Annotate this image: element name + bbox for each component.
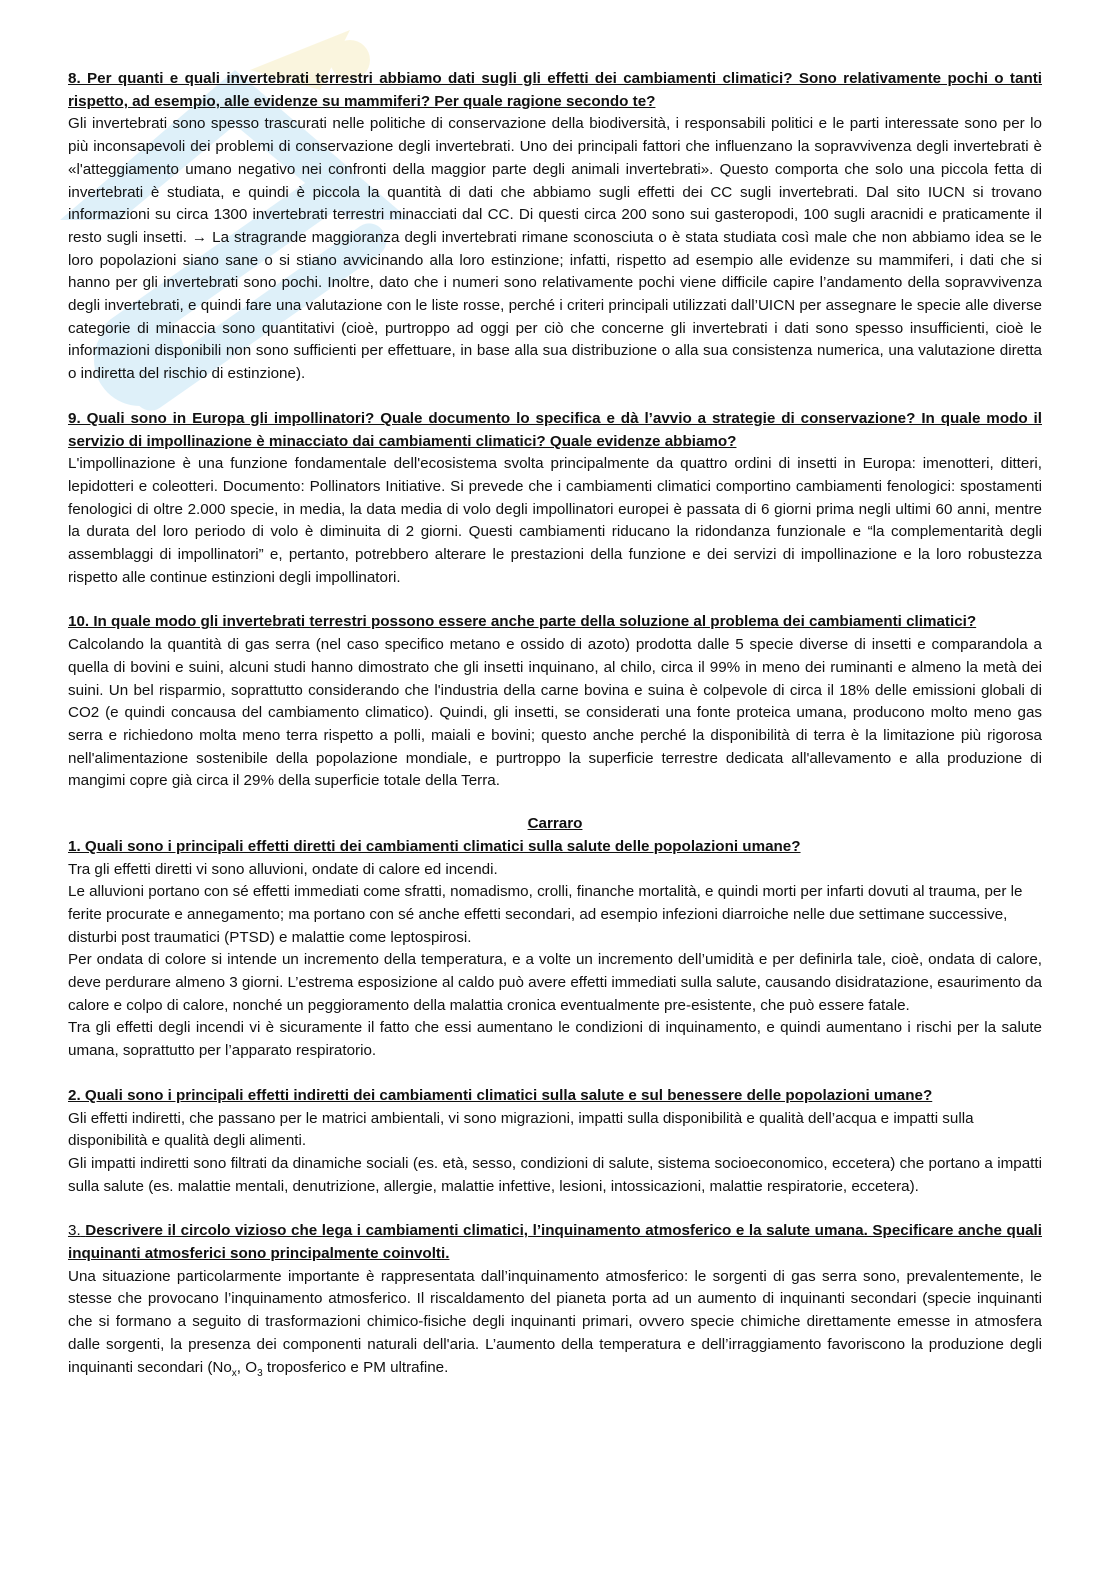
question-9-section — [68, 408, 1042, 590]
carraro-question-3-text: Descrivere il circolo vizioso che lega i cambiamenti climatici, l’inquinamento atmosferico e la salute umana. Specificare anche quali inquinanti atmosferici sono principalmente coinvolti. — [68, 1222, 1042, 1263]
carraro-question-1-paragraph-4: Tra gli effetti degli incendi vi è sicuramente il fatto che essi aumentano le condizioni di inquinamento, e quindi aumentano i rischi per la salute umana, soprattutto per l’apparato respiratorio. — [68, 1019, 1042, 1060]
carraro-question-3-answer-mid: , O — [236, 1358, 258, 1376]
carraro-question-3-answer-main: Una situazione particolarmente importante è rappresentata dall’inquinamento atmosferico: le sorgenti di gas serra sono, prevalentemente, le stesse che provocano l’inquinamento atmosferico. Il riscaldamento del pianeta porta ad un aumento di inquinanti secondari (specie inquinanti che si formano a seguito di trasformazioni chimico-fisiche degli inquinanti primari, ovvero specie chimiche direttamente emesse in atmosfera dalle sorgenti, la presenza dei componenti naturali dell'aria. L’aumento della temperatura e dell’irraggiamento favoriscono la produzione degli inquinanti secondari (No — [68, 1267, 1042, 1376]
question-8-answer: Gli invertebrati sono spesso trascurati nelle politiche di conservazione della biodiversità, i responsabili politici e le parti interessate sono per lo più inconsapevoli dei problemi di conservazione degli invertebrati. Uno dei principali fattori che influenzano la sopravvivenza degli invertebrati è «l'atteggiamento umano negativo nei confronti della maggior parte degli animali invertebrati». Questo comporta che solo una piccola fetta di invertebrati è studiata, e quindi è piccola la quantità di dati che abbiamo sugli effetti dei CC sugli invertebrati. Dal sito IUCN si trovano informazioni su circa 1300 invertebrati terrestri minacciati dal CC. Di questi circa 200 sono sui gasteropodi, 100 sugli aracnidi e praticamente il resto sugli insetti. → La stragrande maggioranza degli invertebrati rimane sconosciuta o è stata studiata così male che non abbiamo idea se le loro popolazioni siano sane o si stiano avvicinando alla loro estinzione; infatti, rispetto ad esempio alle evidenze su mammiferi, i dati che si hanno per gli invertebrati sono pochi. Inoltre, dato che i numeri sono relativamente pochi viene difficile capire l’andamento della sopravvivenza degli invertebrati, e quindi fare una valutazione con le liste rosse, perché i criteri principali utilizzati dall’UICN per assegnare le specie alle diverse categorie di minaccia sono quantitativi (cioè, purtroppo ad oggi per ciò che concerne gli invertebrati i dati sono spesso insufficienti, cioè le informazioni disponibili non sono sufficienti per effettuare, in base alla sua distribuzione o alla sua consistenza numerica, una valutazione diretta o indiretta del rischio di estinzione). — [68, 115, 1042, 383]
carraro-question-2-paragraph-1: Gli effetti indiretti, che passano per le matrici ambientali, vi sono migrazioni, impatti sulla disponibilità e qualità dell’acqua e impatti sulla disponibilità e qualità degli alimenti. — [68, 1109, 974, 1150]
carraro-question-2-heading: 2. Quali sono i principali effetti indiretti dei cambiamenti climatici sulla salute e sul benessere delle popolazioni umane? — [68, 1086, 933, 1104]
carraro-question-1-section — [68, 836, 1042, 1063]
carraro-question-3-answer-tail: troposferico e PM ultrafine. — [262, 1358, 449, 1376]
carraro-question-1-paragraph-3: Per ondata di colore si intende un incremento della temperatura, e a volte un incremento dell’umidità e per definirla tale, cioè, ondata di calore, deve perdurare almeno 3 giorni. L’estrema esposizione al caldo può avere effetti immediati sulla salute, causando disidratazione, esaurimento da calore e colpo di calore, nonché un peggioramento della malattia cronica eventualmente pre-esistente, che può essere fatale. — [68, 951, 1042, 1014]
o3-subscript: 3 — [257, 1367, 263, 1379]
question-9-answer: L'impollinazione è una funzione fondamentale dell'ecosistema svolta principalmente da quattro ordini di insetti in Europa: imenotteri, ditteri, lepidotteri e coleotteri. Documento: Pollinators Initiative. Si prevede che i cambiamenti climatici comportino cambiamenti fenologici: spostamenti fenologici di oltre 2.000 specie, in media, la data media di volo degli impollinatori europei è passata di 6 giorni prima negli ultimi 60 anni, mentre la durata del loro periodo di volo è diminuita di 2 giorni. Questi cambiamenti riducano la ridondanza funzionale e “la complementarità degli assemblaggi di impollinatori” e, pertanto, potrebbero alterare le prestazioni della funzione e dei servizi di impollinazione e la loro robustezza rispetto alle continue estinzioni degli impollinatori. — [68, 455, 1042, 586]
question-8-heading: 8. Per quanti e quali invertebrati terrestri abbiamo dati sugli gli effetti dei cambiamenti climatici? Sono relativamente pochi o tanti rispetto, ad esempio, alle evidenze su mammiferi? Per quale ragione secondo te? — [68, 70, 1042, 110]
carraro-question-3-answer — [68, 1266, 1042, 1380]
carraro-question-3-section — [68, 1220, 1042, 1379]
carraro-question-1-heading: 1. Quali sono i principali effetti diretti dei cambiamenti climatici sulla salute delle popolazioni umane? — [68, 837, 801, 855]
carraro-question-3-number: 3. — [68, 1222, 81, 1240]
document-page — [68, 68, 1042, 1401]
question-10-section — [68, 611, 1042, 793]
carraro-question-3-heading — [68, 1220, 1042, 1265]
carraro-question-2-section — [68, 1085, 1042, 1199]
nox-subscript: x — [231, 1367, 237, 1379]
carraro-question-1-paragraph-2: Le alluvioni portano con sé effetti immediati come sfratti, nomadismo, crolli, finanche mortalità, e quindi morti per infarti dovuti al trauma, per le ferite procurate e annegamento; ma portano con sé anche effetti secondari, ad esempio infezioni diarroiche nelle due settimane successive, disturbi post traumatici (PTSD) e malattie come leptospirosi. — [68, 883, 1023, 946]
carraro-section-title: Carraro — [527, 815, 583, 833]
question-10-answer: Calcolando la quantità di gas serra (nel caso specifico metano e ossido di azoto) prodotta dalle 5 specie diverse di insetti e comparandola a quella di bovini e suini, alcuni studi hanno dimostrato che gli insetti inquinano, al chilo, circa il 99% in meno dei ruminanti e almeno la metà dei suini. Un bel risparmio, soprattutto considerando che l'industria della carne bovina e suina è colpevole di circa il 18% delle emissioni globali di CO2 (e quindi concausa del cambiamento climatico). Quindi, gli insetti, se considerati una fonte proteica umana, producono molto meno gas serra e richiedono molta meno terra rispetto a polli, maiali e bovini; questo anche perché la disponibilità di terra è la limitazione più rigorosa nell'alimentazione sostenibile della popolazione mondiale, e purtroppo la superficie terrestre dedicata all'allevamento e alla produzione di mangimi copre già circa il 29% della superficie totale della Terra. — [68, 636, 1042, 790]
question-8-section — [68, 68, 1042, 386]
carraro-question-2-paragraph-2: Gli impatti indiretti sono filtrati da dinamiche sociali (es. età, sesso, condizioni di salute, sistema socioeconomico, eccetera) che portano a impatti sulla salute (es. malattie mentali, denutrizione, allergie, malattie infettive, lesioni, intossicazioni, malattie respiratorie, eccetera). — [68, 1154, 1042, 1195]
question-9-heading: 9. Quali sono in Europa gli impollinatori? Quale documento lo specifica e dà l’avvio a strategie di conservazione? In quale modo il servizio di impollinazione è minacciato dai cambiamenti climatici? Quale evidenze abbiamo? — [68, 409, 1042, 450]
carraro-question-1-paragraph-1: Tra gli effetti diretti vi sono alluvioni, ondate di calore ed incendi. — [68, 860, 498, 878]
question-10-heading: 10. In quale modo gli invertebrati terrestri possono essere anche parte della soluzione al problema dei cambiamenti climatici? — [68, 613, 977, 631]
